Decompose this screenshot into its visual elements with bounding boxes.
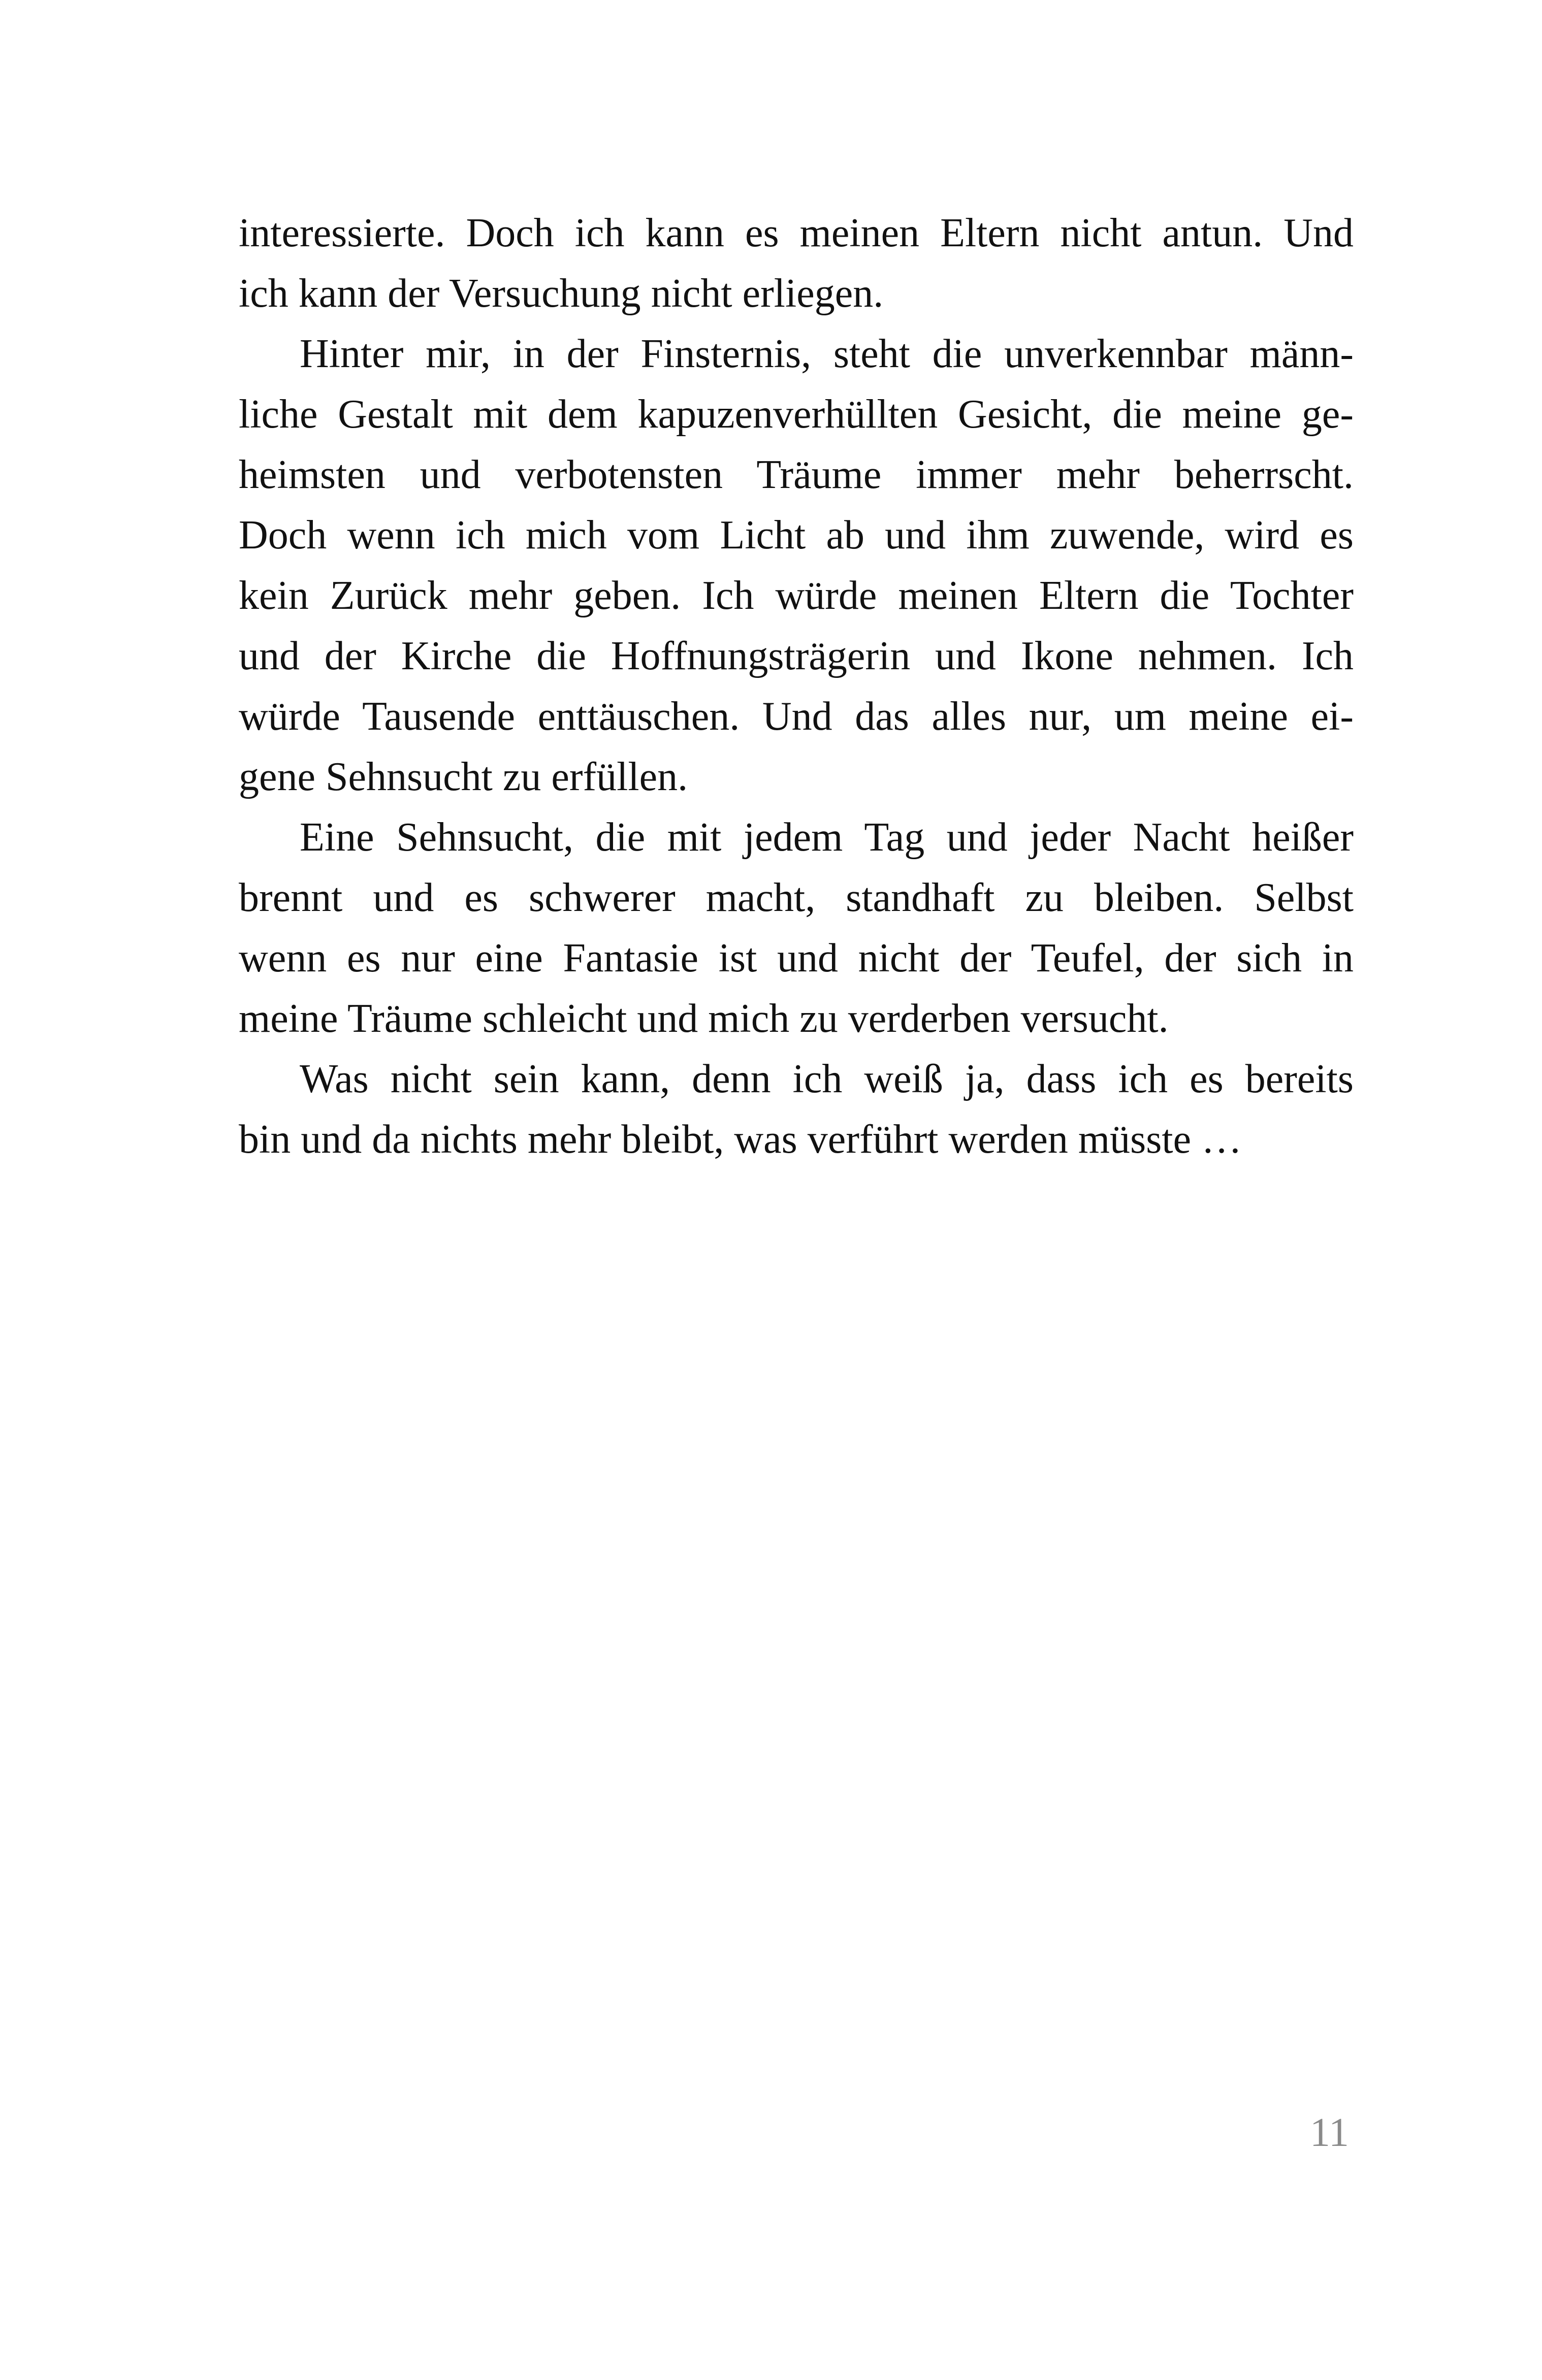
page-number: 11 [1309,2110,1349,2155]
text-line: liche Gestalt mit dem kapuzenverhüllten Gesicht, die meine ge- [239,392,1354,437]
text-line: Was nicht sein kann, denn ich weiß ja, dass ich es bereits [300,1057,1354,1101]
text-line: heimsten und verbotensten Träume immer mehr beherrscht. [239,452,1354,497]
body-text [239,203,1354,1170]
text-line: bin und da nichts mehr bleibt, was verführt werden müsste … [239,1117,1242,1162]
paragraph [239,324,1354,807]
text-line: wenn es nur eine Fantasie ist und nicht der Teufel, der sich in [239,936,1354,981]
text-line: meine Träume schleicht und mich zu verderben versucht. [239,996,1169,1041]
text-line: Eine Sehnsucht, die mit jedem Tag und jeder Nacht heißer [300,815,1354,860]
paragraph [239,203,1354,324]
paragraph [239,1049,1354,1170]
paragraph [239,807,1354,1049]
text-line: ich kann der Versuchung nicht erliegen. [239,271,884,316]
text-line: würde Tausende enttäuschen. Und das alles nur, um meine ei- [239,694,1354,739]
text-line: Hinter mir, in der Finsternis, steht die unverkennbar männ- [300,332,1354,376]
text-line: interessierte. Doch ich kann es meinen Eltern nicht antun. Und [239,211,1354,255]
text-line: kein Zurück mehr geben. Ich würde meinen Eltern die Tochter [239,573,1354,618]
text-line: und der Kirche die Hoffnungsträgerin und Ikone nehmen. Ich [239,634,1354,678]
text-line: brennt und es schwerer macht, standhaft zu bleiben. Selbst [239,875,1354,920]
text-line: gene Sehnsucht zu erfüllen. [239,755,688,799]
text-line: Doch wenn ich mich vom Licht ab und ihm zuwende, wird es [239,513,1354,558]
